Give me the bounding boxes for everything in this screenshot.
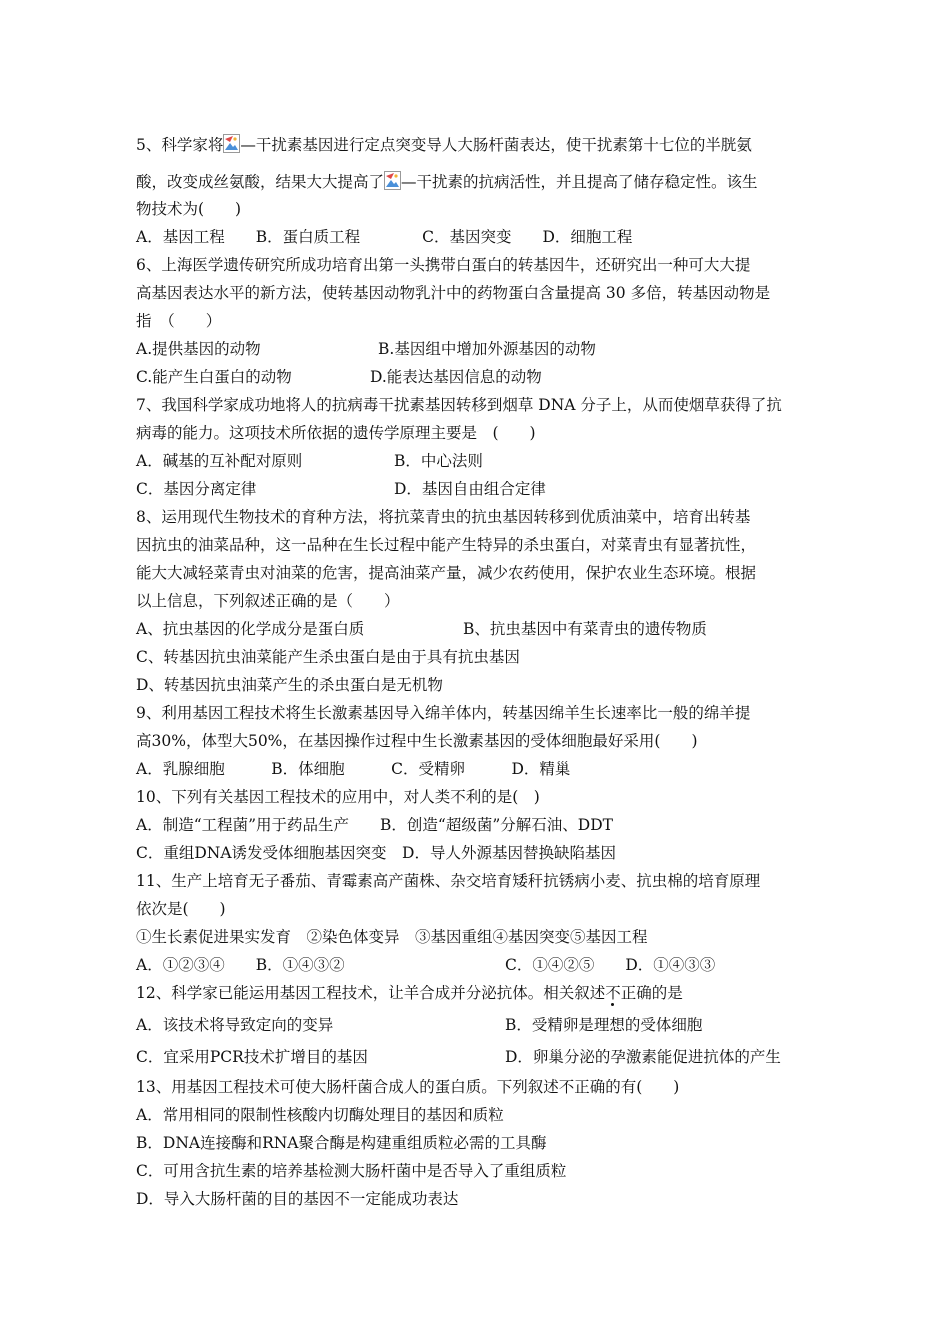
q13-option-b: B．DNA连接酶和RNA聚合酶是构建重组质粒必需的工具酶 xyxy=(136,1134,547,1152)
q8-line-2: 因抗虫的油菜品种，这一品种在生长过程中能产生特异的杀虫蛋白，对菜青虫有显著抗性， xyxy=(136,536,757,554)
q11-options-cd: C．①④②⑤ D．①④③③ xyxy=(505,956,716,974)
q12-option-b: B．受精卵是理想的受体细胞 xyxy=(505,1016,703,1034)
q10-options-cd: C．重组DNA诱发受体细胞基因突变 D．导人外源基因替换缺陷基因 xyxy=(136,844,616,862)
q13-line-1: 13、用基因工程技术可使大肠杆菌合成人的蛋白质。下列叙述不正确的有( ) xyxy=(136,1078,680,1096)
q7-options-ab xyxy=(136,451,483,471)
q7-line-2: 病毒的能力。这项技术所依据的遗传学原理主要是 ( ) xyxy=(136,424,536,442)
q7-options-cd xyxy=(136,479,546,499)
q8-option-c: C、转基因抗虫油菜能产生杀虫蛋白是由于具有抗虫基因 xyxy=(136,648,520,666)
q13-option-d: D．导入大肠杆菌的目的基因不一定能成功表达 xyxy=(136,1190,459,1208)
q6-option-b: B.基因组中增加外源基因的动物 xyxy=(378,340,596,358)
q12-options-ab xyxy=(136,1015,703,1035)
q11-line-1: 11、生产上培育无子番茄、青霉素高产菌株、杂交培育矮秆抗锈病小麦、抗虫棉的培育原理 xyxy=(136,872,761,890)
q6-option-d: D.能表达基因信息的动物 xyxy=(370,368,542,386)
q13-option-a: A．常用相同的限制性核酸内切酶处理目的基因和质粒 xyxy=(136,1106,504,1124)
q8-option-d: D、转基因抗虫油菜产生的杀虫蛋白是无机物 xyxy=(136,676,443,694)
q12-option-c: C．宜采用PCR技术扩增目的基因 xyxy=(136,1048,368,1066)
q9-options: A．乳腺细胞 B．体细胞 C．受精卵 D．精巢 xyxy=(136,760,571,778)
q6-line-3: 指 （ ） xyxy=(136,312,222,330)
q6-option-c: C.能产生白蛋白的动物 xyxy=(136,368,292,386)
q11-options-ab: A．①②③④ B．①④③② xyxy=(136,956,345,974)
q8-line-4: 以上信息，下列叙述正确的是（ ） xyxy=(136,592,400,610)
q5-options: A．基因工程 B．蛋白质工程 C．基因突变 D．细胞工程 xyxy=(136,228,633,246)
broken-image-icon xyxy=(384,171,401,190)
broken-image-icon xyxy=(223,134,240,153)
q8-options-ab xyxy=(136,619,707,639)
q9-line-2: 高30%，体型大50%，在基因操作过程中生长激素基因的受体细胞最好采用( ) xyxy=(136,732,698,750)
q6-options-ab xyxy=(136,339,596,359)
q8-line-1: 8、运用现代生物技术的育种方法，将抗菜青虫的抗虫基因转移到优质油菜中，培育出转基 xyxy=(136,508,751,526)
q6-line-2: 高基因表达水平的新方法，使转基因动物乳汁中的药物蛋白含量提高 30 多倍，转基因动物是 xyxy=(136,284,771,302)
q10-line-1: 10、下列有关基因工程技术的应用中，对人类不利的是( ) xyxy=(136,788,540,806)
q12-option-a: A．该技术将导致定向的变异 xyxy=(136,1016,334,1034)
q10-options-ab: A．制造“工程菌”用于药品生产 B．创造“超级菌”分解石油、DDT xyxy=(136,816,613,834)
q12-line-1: 12、科学家已能运用基因工程技术，让羊合成并分泌抗体。相关叙述不 正确的是 xyxy=(136,983,683,1003)
q8-option-a: A、抗虫基因的化学成分是蛋白质 xyxy=(136,620,365,638)
q7-line-1: 7、我国科学家成功地将人的抗病毒干扰素基因转移到烟草 DNA 分子上，从而使烟草获得了抗 xyxy=(136,396,782,414)
q7-option-a: A．碱基的互补配对原则 xyxy=(136,452,303,470)
q11-line-2: 依次是( ) xyxy=(136,900,226,918)
q9-line-1: 9、利用基因工程技术将生长激素基因导入绵羊体内，转基因绵羊生长速率比一般的绵羊提 xyxy=(136,704,751,722)
q7-option-c: C．基因分离定律 xyxy=(136,480,257,498)
q11-line-3: ①生长素促进果实发育 ②染色体变异 ③基因重组④基因突变⑤基因工程 xyxy=(136,928,648,946)
q6-option-a: A.提供基因的动物 xyxy=(136,340,261,358)
q5-line-3: 物技术为( ) xyxy=(136,200,242,218)
q8-option-b: B、抗虫基因中有菜青虫的遗传物质 xyxy=(463,620,707,638)
q6-line-1: 6、上海医学遗传研究所成功培育出第一头携带白蛋白的转基因牛，还研究出一种可大大提 xyxy=(136,256,751,274)
q12-options-cd xyxy=(136,1047,781,1067)
q11-options xyxy=(136,955,716,975)
q13-option-c: C．可用含抗生素的培养基检测大肠杆菌中是否导入了重组质粒 xyxy=(136,1162,567,1180)
emphasis-not: 不 xyxy=(605,984,621,1002)
q5-line-2: 酸，改变成丝氨酸，结果大大提高了 —干扰素的抗病活性，并且提高了储存稳定性。该生 xyxy=(136,173,758,191)
q7-option-b: B．中心法则 xyxy=(394,452,483,470)
q7-option-d: D．基因自由组合定律 xyxy=(394,480,546,498)
q8-line-3: 能大大减轻菜青虫对油菜的危害，提高油菜产量，减少农药使用，保护农业生态环境。根据 xyxy=(136,564,757,582)
q6-options-cd xyxy=(136,367,542,387)
q5-line-1: 5、科学家将 —干扰素基因进行定点突变导人大肠杆菌表达，使干扰素第十七位的半胱氨 xyxy=(136,136,752,154)
q12-option-d: D．卵巢分泌的孕激素能促进抗体的产生 xyxy=(505,1048,781,1066)
